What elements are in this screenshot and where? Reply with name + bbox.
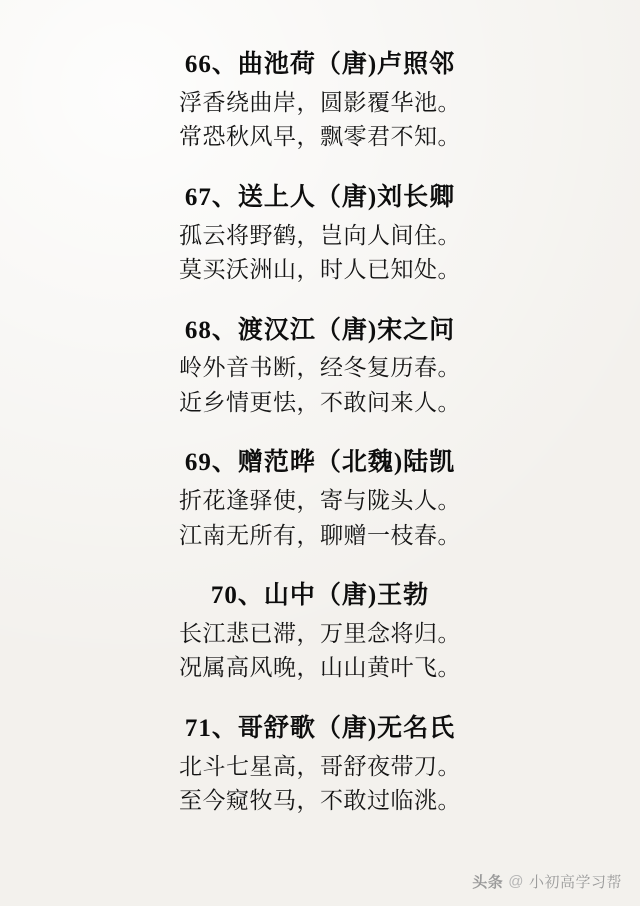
poem-entry — [60, 48, 580, 155]
poem-line: 北斗七星高，哥舒夜带刀。 — [179, 753, 461, 779]
poem-line: 近乡情更怯，不敢问来人。 — [179, 389, 461, 415]
poem-entry — [60, 446, 580, 553]
poem-line: 长江悲已滞，万里念将归。 — [179, 620, 461, 646]
poem-line: 莫买沃洲山，时人已知处。 — [179, 257, 461, 282]
poem-title: 68、渡汉江（唐)宋之问 — [184, 316, 456, 344]
poem-line: 岭外音书断，经冬复历春。 — [179, 355, 461, 381]
poem-title: 66、曲池荷（唐)卢照邻 — [184, 51, 456, 78]
poem-line: 况属高风晚，山山黄叶飞。 — [179, 655, 461, 681]
poem-title: 69、赠范晔（北魏)陆凯 — [184, 449, 456, 477]
watermark — [472, 871, 622, 892]
poem-line: 至今窥牧马，不敢过临洮。 — [179, 788, 461, 813]
watermark-logo: 头条 — [472, 874, 504, 891]
poem-entry — [60, 181, 580, 288]
watermark-separator: @ — [508, 873, 524, 890]
poem-entry — [60, 579, 580, 686]
poem-line: 折花逢驿使，寄与陇头人。 — [179, 488, 461, 513]
poem-entry — [60, 712, 580, 819]
poem-title: 71、哥舒歌（唐)无名氏 — [184, 714, 456, 742]
poem-line: 常恐秋风早，飘零君不知。 — [179, 124, 461, 150]
poem-title: 70、山中（唐)王勃 — [210, 582, 430, 609]
poem-entry — [60, 314, 580, 421]
poem-line: 江南无所有，聊赠一枝春。 — [179, 522, 461, 548]
watermark-account: 小初高学习帮 — [528, 874, 622, 891]
poem-line: 孤云将野鹤，岂向人间住。 — [179, 222, 461, 248]
poem-line: 浮香绕曲岸，圆影覆华池。 — [179, 89, 461, 115]
poem-title: 67、送上人（唐)刘长卿 — [184, 183, 456, 211]
